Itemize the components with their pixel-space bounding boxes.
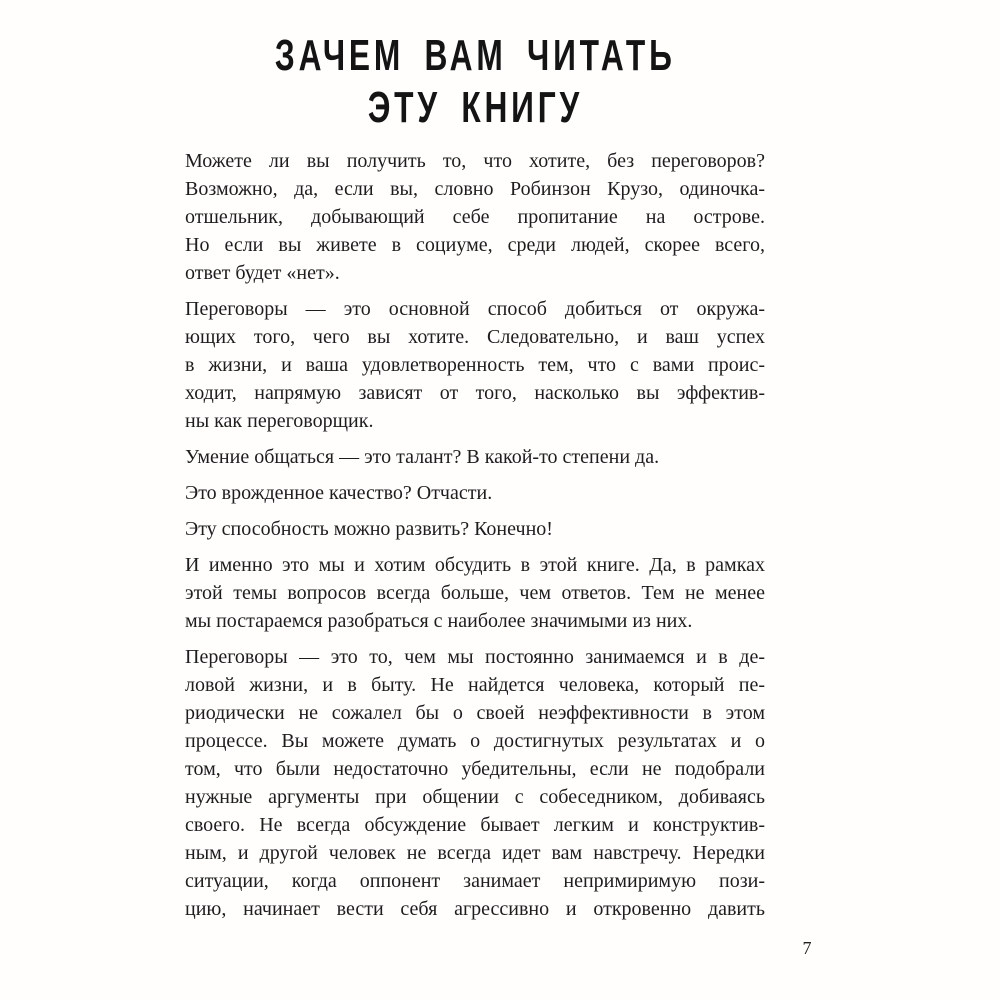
title-line-1: ЗАЧЕМ ВАМ ЧИТАТЬ — [274, 31, 676, 80]
paragraph — [185, 295, 765, 435]
text-line: своего. Не всегда обсуждение бывает легким и конструктив- — [185, 814, 765, 836]
title-line-2: ЭТУ КНИГУ — [367, 83, 583, 132]
text-line: И именно это мы и хотим обсудить в этой книге. Да, в рамках — [185, 554, 765, 576]
text-line: цию, начинает вести себя агрессивно и откровенно давить — [185, 898, 765, 920]
paragraph — [185, 551, 765, 635]
page-title — [185, 30, 765, 134]
text-line: Но если вы живете в социуме, среди людей, скорее всего, — [185, 234, 765, 256]
text-line: риодически не сожалел бы о своей неэффективности в этом — [185, 702, 765, 724]
paragraph — [185, 147, 765, 287]
paragraph — [185, 479, 765, 507]
text-line: нужные аргументы при общении с собеседником, добиваясь — [185, 786, 765, 808]
text-line: Возможно, да, если вы, словно Робинзон Крузо, одиночка- — [185, 178, 765, 200]
text-line: ным, и другой человек не всегда идет вам навстречу. Нередки — [185, 842, 765, 864]
text-line: Переговоры — это основной способ добиться от окружа- — [185, 298, 765, 320]
text-line: в жизни, и ваша удовлетворенность тем, что с вами проис- — [185, 354, 765, 376]
text-line: Эту способность можно развить? Конечно! — [185, 518, 553, 540]
text-line: Переговоры — это то, чем мы постоянно занимаемся и в де- — [185, 646, 765, 668]
text-line: ходит, напрямую зависят от того, насколько вы эффектив- — [185, 382, 765, 404]
page-content — [185, 30, 765, 931]
text-line: ответ будет «нет». — [185, 262, 340, 284]
text-line: мы постараемся разобраться с наиболее значимыми из них. — [185, 610, 693, 632]
text-line: том, что были недостаточно убедительны, если не подобрали — [185, 758, 765, 780]
text-line: ловой жизни, и в быту. Не найдется человека, который пе- — [185, 674, 765, 696]
text-line: ны как переговорщик. — [185, 410, 374, 432]
page-number: 7 — [802, 938, 812, 958]
paragraph — [185, 643, 765, 923]
text-line: Умение общаться — это талант? В какой-то степени да. — [185, 446, 660, 468]
paragraph — [185, 515, 765, 543]
text-line: Можете ли вы получить то, что хотите, без переговоров? — [185, 150, 765, 172]
paragraph — [185, 443, 765, 471]
text-line: ющих того, чего вы хотите. Следовательно, и ваш успех — [185, 326, 765, 348]
text-block — [185, 147, 765, 923]
text-line: Это врожденное качество? Отчасти. — [185, 482, 493, 504]
text-line: процессе. Вы можете думать о достигнутых результатах и о — [185, 730, 765, 752]
text-line: отшельник, добывающий себе пропитание на острове. — [185, 206, 765, 228]
text-line: этой темы вопросов всегда больше, чем ответов. Тем не менее — [185, 582, 765, 604]
text-line: ситуации, когда оппонент занимает непримиримую пози- — [185, 870, 765, 892]
